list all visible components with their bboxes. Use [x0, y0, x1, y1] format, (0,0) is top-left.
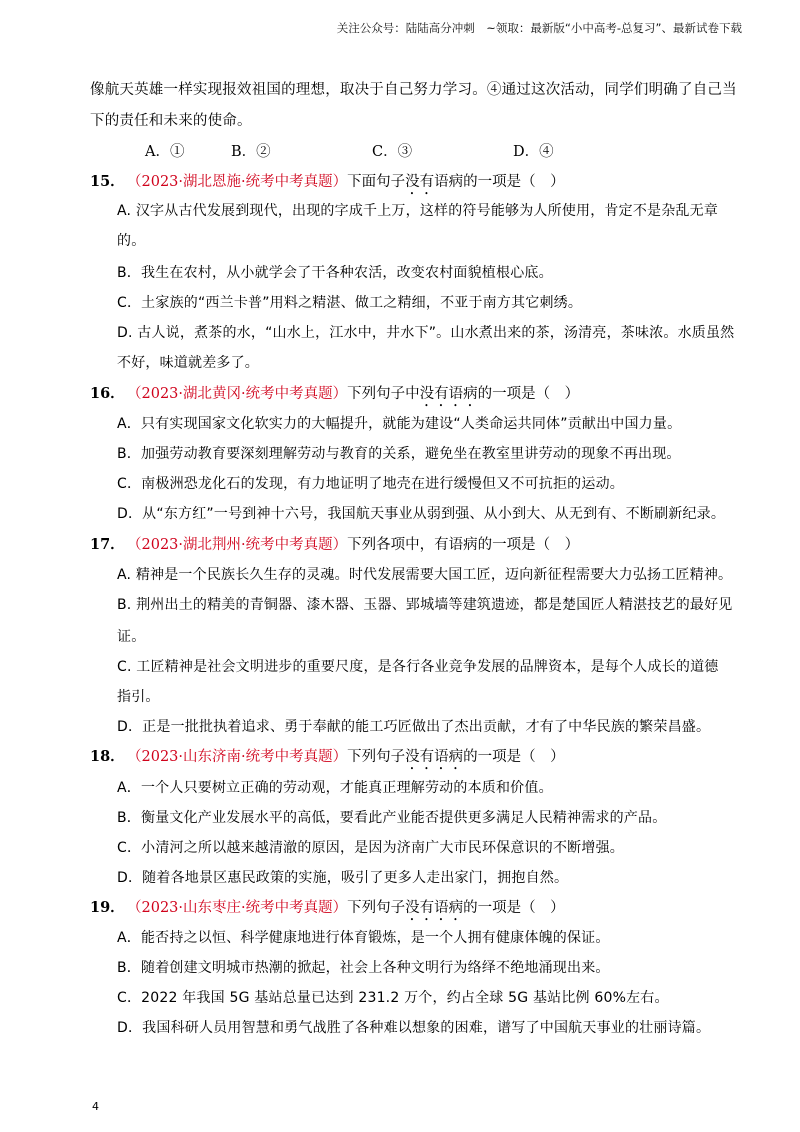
option-c-continued: 指引。 — [117, 689, 160, 705]
option-a: A. 汉字从古代发展到现代，出现的字成千上万，这样的符号能够为人所使用，肯定不是杂乱无章 — [117, 203, 719, 219]
intro-line-1: 像航天英雄一样实现报效祖国的理想，取决于自己努力学习。④通过这次活动，同学们明确了自己当 — [90, 82, 737, 98]
question-source: （2023·湖北荆州·统考中考真题） — [127, 537, 348, 553]
option-b: B．我生在农村，从小就学会了干各种农活，改变农村面貌植根心底。 — [117, 265, 553, 281]
question-stem — [127, 382, 579, 410]
question-source: （2023·山东枣庄·统考中考真题） — [127, 900, 348, 916]
option-c: C．南极洲恐龙化石的发现，有力地证明了地壳在进行缓慢但又不可抗拒的运动。 — [117, 476, 624, 492]
option-d: D．正是一批批执着追求、勇于奉献的能工巧匠做出了杰出贡献，才有了中华民族的繁荣昌盛。 — [117, 719, 711, 735]
option-b: B. 荆州出土的精美的青铜器、漆木器、玉器、郢城墙等建筑遗迹，都是楚国匠人精湛技艺的最好见 — [117, 597, 733, 613]
option-b: B．衡量文化产业发展水平的高低，要看此产业能否提供更多满足人民精神需求的产品。 — [117, 810, 667, 826]
question-stem — [127, 745, 565, 773]
stem-text: 的一项是（ ） — [463, 749, 565, 765]
option-b-continued: 证。 — [117, 629, 146, 645]
option-a-continued: 的。 — [117, 233, 146, 249]
question-source: （2023·湖北恩施·统考中考真题） — [127, 174, 348, 190]
question-number: 15． — [90, 173, 125, 190]
stem-emphasis: 没有语病 — [405, 900, 464, 916]
stem-text: 下列句子 — [347, 900, 406, 916]
intro-line-2: 下的责任和未来的使命。 — [90, 113, 252, 129]
question-stem — [127, 170, 565, 198]
option-a: A. 精神是一个民族长久生存的灵魂。时代发展需要大国工匠，迈向新征程需要大力弘扬工匠精神。 — [117, 567, 733, 583]
stem-text: 下列句子 — [347, 749, 406, 765]
question-number: 19． — [90, 899, 125, 916]
stem-text: 的一项是（ ） — [463, 900, 565, 916]
option-c: C．小清河之所以越来越清澈的原因，是因为济南广大市民环保意识的不断增强。 — [117, 840, 624, 856]
question-number: 16． — [90, 385, 125, 402]
option-d: D．从“东方红”一号到神十六号，我国航天事业从弱到强、从小到大、从无到有、不断刷新纪录。 — [117, 506, 726, 522]
choice-c: C．③ — [372, 144, 413, 160]
stem-text: 下面句子 — [347, 174, 406, 190]
choice-b: B．② — [231, 144, 271, 160]
stem-text: 语病的一项是（ ） — [434, 174, 565, 190]
choice-d: D．④ — [513, 144, 554, 160]
option-d: D．我国科研人员用智慧和勇气战胜了各种难以想象的困难，谱写了中国航天事业的壮丽诗篇。 — [117, 1020, 711, 1036]
question-source: （2023·山东济南·统考中考真题） — [127, 749, 348, 765]
option-a: A．只有实现国家文化软实力的大幅提升，就能为建设“人类命运共同体”贡献出中国力量。 — [117, 416, 682, 432]
question-stem — [127, 533, 579, 554]
question-number: 17． — [90, 536, 125, 553]
stem-text: 下列句子中 — [347, 386, 420, 402]
stem-emphasis: 没有 — [405, 174, 435, 190]
stem-text: 的一项是（ ） — [477, 386, 580, 402]
option-d-continued: 不好，味道就差多了。 — [117, 355, 259, 371]
question-source: （2023·湖北黄冈·统考中考真题） — [127, 386, 348, 402]
page-header: 关注公众号：陆陆高分冲刺 ~领取：最新版“小中高考-总复习”、最新试卷下载 — [336, 21, 742, 35]
stem-emphasis: 没有语病 — [419, 386, 478, 402]
stem-text: 下列各项中，有语病的一项是（ ） — [347, 537, 580, 553]
option-d: D. 古人说，煮茶的水，“山水上，江水中，井水下”。山水煮出来的茶，汤清亮，茶味浓。水质虽然 — [117, 325, 735, 341]
option-d: D．随着各地景区惠民政策的实施，吸引了更多人走出家门，拥抱自然。 — [117, 870, 569, 886]
option-b: B．随着创建文明城市热潮的掀起，社会上各种文明行为络绎不绝地涌现出来。 — [117, 960, 610, 976]
option-c: C．土家族的“西兰卡普”用料之精湛、做工之精细，不亚于南方其它刺绣。 — [117, 295, 583, 311]
question-stem — [127, 896, 565, 924]
option-c: C．2022 年我国 5G 基站总量已达到 231.2 万个，约占全球 5G 基站比例 60%左右。 — [117, 990, 669, 1006]
page-number: 4 — [92, 1100, 99, 1113]
stem-emphasis: 没有语病 — [405, 749, 464, 765]
option-c: C. 工匠精神是社会文明进步的重要尺度，是各行各业竞争发展的品牌资本，是每个人成长的道德 — [117, 659, 719, 675]
question-number: 18． — [90, 748, 125, 765]
option-b: B．加强劳动教育要深刻理解劳动与教育的关系，避免坐在教室里讲劳动的现象不再出现。 — [117, 446, 681, 462]
choice-a: A．① — [145, 144, 185, 160]
option-a: A．能否持之以恒、科学健康地进行体育锻炼，是一个人拥有健康体魄的保证。 — [117, 930, 610, 946]
option-a: A．一个人只要树立正确的劳动观，才能真正理解劳动的本质和价值。 — [117, 780, 553, 796]
